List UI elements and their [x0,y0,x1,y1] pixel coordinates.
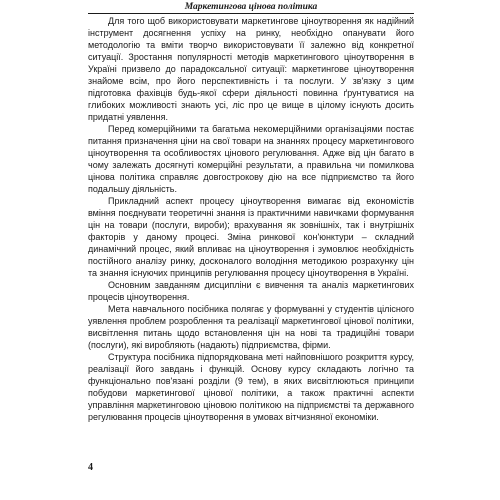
paragraph-4: Основним завданням дисципліни є вивчення та аналіз маркетингових процесів ціноутворення. [88,280,414,302]
header-rule [88,13,414,14]
paragraph-5: Мета навчального посібника полягає у формуванні у студентів цілісного уявлення проблем розроблення та реалізації маркетингової цінової політики, висвітлення питань щодо встановлення цін на нові та традиційні товари (послуги), які виробляють (надають) підприємства, фірми. [88,304,414,350]
paragraph-1: Для того щоб використовувати маркетингове ціноутворення як надійний інструмент досягнення успіху на ринку, необхідно опанувати його методологію та вміти творчо використовувати її залежно від конкретної ситуації. Зростання популярності методів маркетингового ціноутворення в Україні призвело до парадоксальної ситуації: маркетингове ціноутворення знайоме всім, про його перспективність і та послуги. У зв'язку з цим підготовка фахівців будь-якої сфери діяльності повинна ґрунтуватися на глибоких можливості знають усі, ліс про це вище в цілому існують досить придатні уявлення. [88,16,414,122]
page-number: 4 [88,462,93,473]
paragraph-3: Прикладний аспект процесу ціноутворення вимагає від економістів вміння поєднувати теоретичні знання із практичними навичками формування цін на товари (послуги, вироби); врахування як зовнішніх, так і внутрішніх факторів у даному процесі. Зміна ринкової кон'юнктури – складний динамічний процес, який впливає на ціноутворення і зумовлює необхідність постійного аналізу ринку, досконалого володіння методикою розрахунку цін та знання існуючих принципів регулювання процесу ціноутворення в Україні. [88,196,414,278]
body-text [88,15,414,423]
running-head: Маркетингова цінова політика [184,2,318,12]
paragraph-6: Структура посібника підпорядкована меті найповнішого розкриття курсу, реалізації його завдань і функцій. Основу курсу складають логічно та функціонально пов'язані розділи (9 тем), в яких висвітлюються принципи побудови маркетингової цінової політики, а також практичні аспекти управління маркетинговою ціновою політикою на підприємстві та державного регулювання процесів ціноутворення в умовах вітчизняної економіки. [88,352,414,422]
paragraph-2: Перед комерційними та багатьма некомерційними організаціями постає питання призначення ціни на свої товари на знаннях процесу маркетингового ціноутворення та особливостях цінового регулювання. Адже від цін багато в чому залежать досягнуті комерційні результати, а правильна чи помилкова цінова політика справляє довгострокову дію на все підприємство та його подальшу діяльність. [88,124,414,194]
